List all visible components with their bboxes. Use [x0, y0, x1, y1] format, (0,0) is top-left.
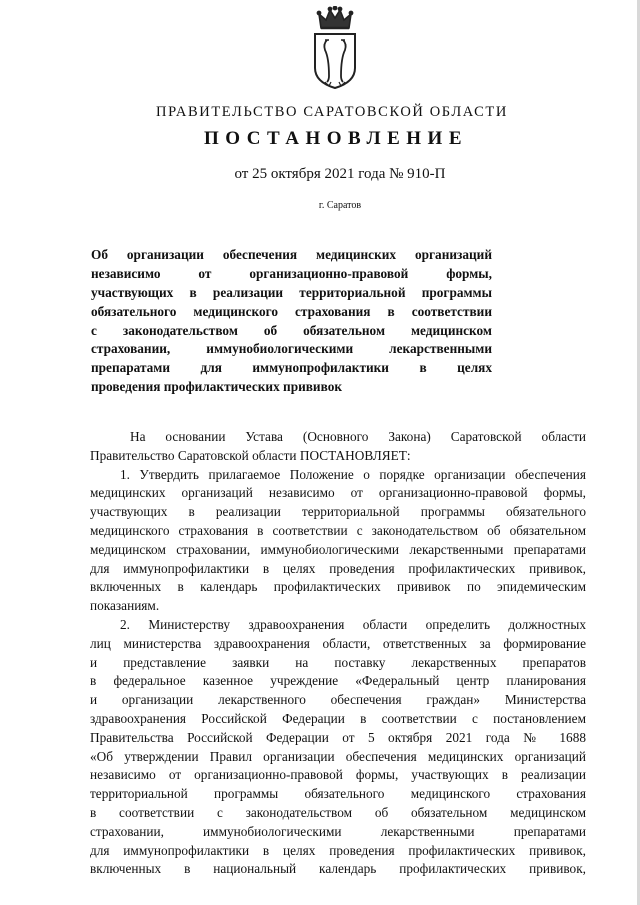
- body-line: лиц министерства здравоохранения области, ответственных за формирование: [90, 635, 586, 651]
- body-line: независимо от организационно-правовой формы, участвующих в реализации: [90, 767, 586, 783]
- body-line: На основании Устава (Основного Закона) Саратовской области: [130, 429, 586, 444]
- body-line: медицинском страховании, иммунобиологическими лекарственными препаратами: [90, 541, 586, 557]
- body-line: для иммунопрофилактики в целях проведения профилактических прививок,: [90, 560, 586, 576]
- body-line: для иммунопрофилактики в целях проведения профилактических прививок,: [90, 842, 586, 858]
- date-and-number: от 25 октября 2021 года № 910-П: [234, 166, 446, 182]
- body-line: в федеральное казенное учреждение «Федеральный центр планирования: [90, 673, 586, 689]
- body-line: медицинских организаций независимо от организационно-правовой формы,: [90, 485, 586, 501]
- document-body: [90, 428, 586, 879]
- saratov-coat-of-arms-icon: [311, 6, 359, 90]
- title-line: проведения профилактических прививок: [91, 379, 342, 395]
- body-line: медицинского страхования в соответствии с законодательством об обязательном: [90, 522, 586, 538]
- document-type: ПОСТАНОВЛЕНИЕ: [203, 128, 469, 149]
- title-line: обязательного медицинского страхования в соответствии: [91, 303, 492, 319]
- document-title: [91, 246, 492, 397]
- body-line: участвующих в реализации территориальной программы обязательного: [90, 504, 586, 520]
- title-line: Об организации обеспечения медицинских организаций: [91, 247, 492, 262]
- body-line: включенных в календарь профилактических прививок по эпидемическим: [90, 579, 586, 595]
- body-line: Правительство Саратовской области ПОСТАНОВЛЯЕТ:: [90, 447, 411, 463]
- body-line: 1. Утвердить прилагаемое Положение о порядке организации обеспечения: [120, 466, 586, 482]
- body-line: показаниям.: [90, 598, 160, 614]
- title-line: с законодательством об обязательном медицинском: [91, 322, 492, 338]
- body-line: Правительства Российской Федерации от 5 октября 2021 года № 1688: [90, 729, 586, 745]
- title-line: независимо от организационно-правовой формы,: [91, 265, 492, 281]
- body-line: здравоохранения Российской Федерации в соответствии с постановлением: [90, 710, 586, 726]
- body-line: территориальной программы обязательного медицинского страхования: [90, 786, 586, 802]
- body-line: страховании, иммунобиологическими лекарственными препаратами: [90, 823, 586, 839]
- title-line: препаратами для иммунопрофилактики в целях: [91, 360, 492, 376]
- title-line: страховании, иммунобиологическими лекарственными: [91, 341, 492, 357]
- city-name: г. Саратов: [318, 200, 362, 211]
- body-line: в соответствии с законодательством об обязательном медицинском: [90, 804, 586, 820]
- body-line: «Об утверждении Правил организации обеспечения медицинских организаций: [90, 748, 586, 764]
- body-line: 2. Министерству здравоохранения области определить должностных: [120, 616, 586, 632]
- government-name: ПРАВИТЕЛЬСТВО САРАТОВСКОЙ ОБЛАСТИ: [156, 104, 508, 120]
- body-line: и представление заявки на поставку лекарственных препаратов: [90, 654, 586, 670]
- title-line: участвующих в реализации территориальной программы: [91, 284, 492, 300]
- body-line: и организации лекарственного обеспечения граждан» Министерства: [90, 692, 586, 708]
- body-line: включенных в национальный календарь профилактических прививок,: [90, 861, 586, 877]
